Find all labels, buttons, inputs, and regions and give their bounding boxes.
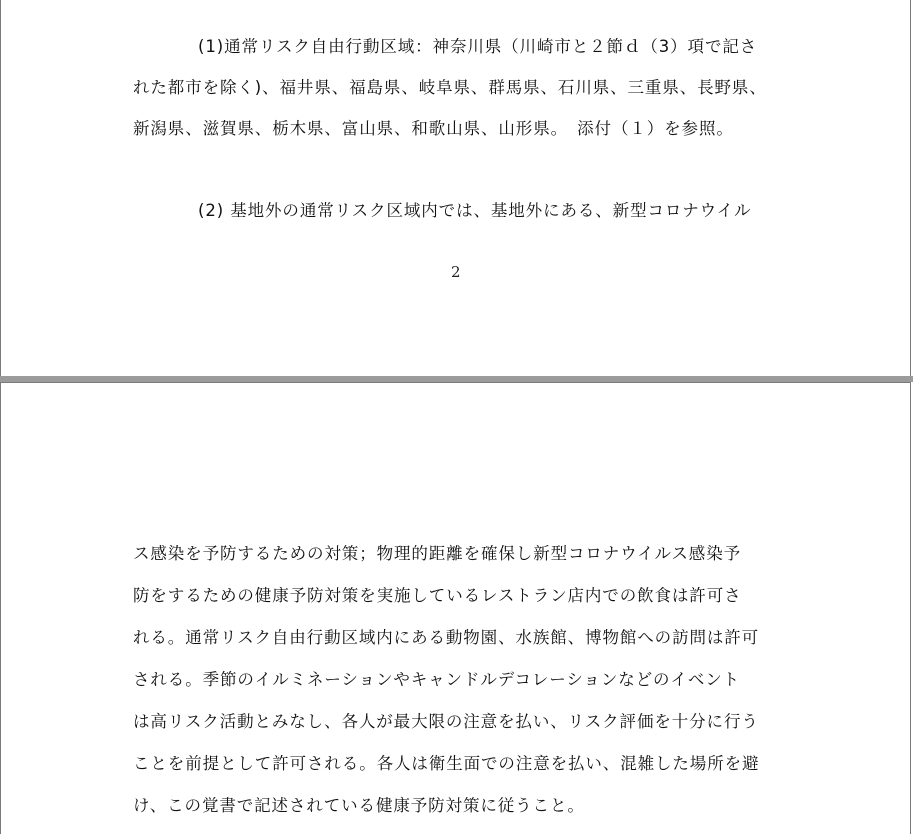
paragraph-2-line-3: 防をするための健康予防対策を実施しているレストラン店内での飲食は許可さ	[133, 586, 742, 605]
paragraph-2-line-8: け、この覚書で記述されている健康予防対策に従うこと。	[133, 796, 585, 815]
paragraph-1-line-3: 新潟県、滋賀県、栃木県、富山県、和歌山県、山形県。 添付（１）を参照。	[133, 119, 734, 138]
page-number: 2	[451, 263, 461, 281]
paragraph-2-line-2: ス感染を予防するための対策；物理的距離を確保し新型コロナウイルス感染予	[133, 544, 742, 563]
paragraph-1-line-1: (1)通常リスク自由行動区域：神奈川県（川崎市と２節ｄ（3）項で記さ	[198, 37, 758, 56]
paragraph-1-line-2: れた都市を除く)、福井県、福島県、岐阜県、群馬県、石川県、三重県、長野県、	[133, 78, 767, 97]
paragraph-2-line-1: (2) 基地外の通常リスク区域内では、基地外にある、新型コロナウイル	[198, 201, 752, 220]
paragraph-2-line-4: れる。通常リスク自由行動区域内にある動物園、水族館、博物館への訪問は許可	[133, 628, 760, 647]
document-page-3	[0, 382, 911, 834]
paragraph-2-line-7: ことを前提として許可される。各人は衛生面での注意を払い、混雑した場所を避	[133, 754, 760, 773]
paragraph-2-line-6: は高リスク活動とみなし、各人が最大限の注意を払い、リスク評価を十分に行う	[133, 712, 759, 731]
paragraph-2-line-5: される。季節のイルミネーションやキャンドルデコレーションなどのイベント	[133, 670, 741, 689]
document-page-2	[0, 0, 911, 378]
